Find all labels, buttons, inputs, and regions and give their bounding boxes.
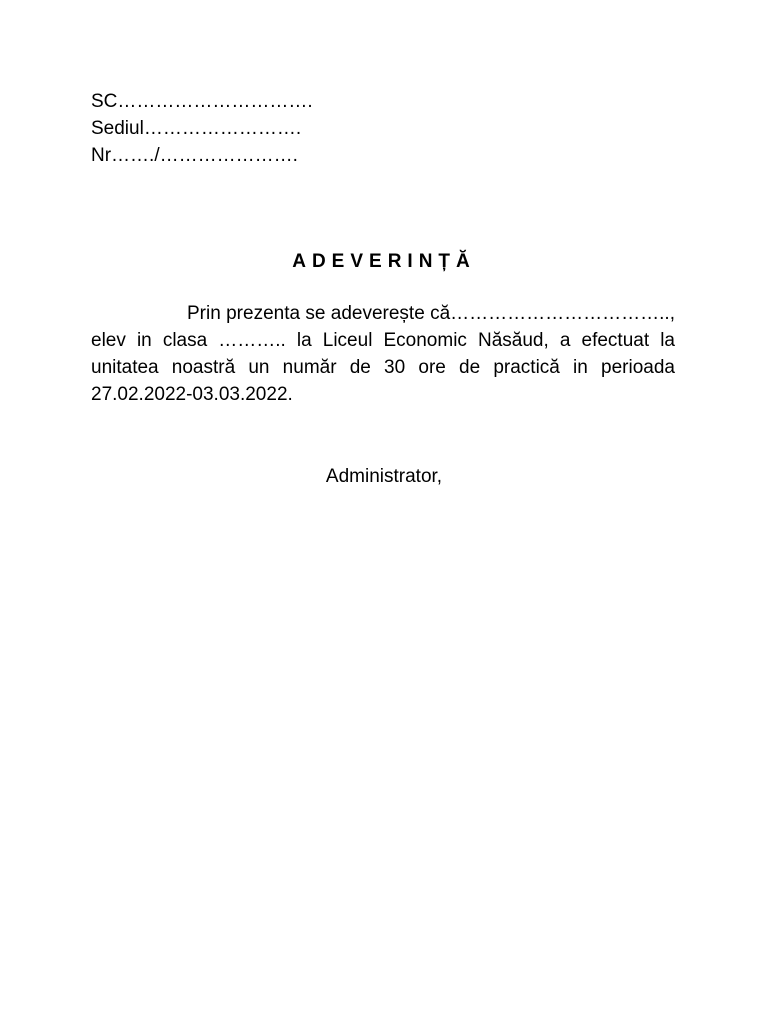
registration-number-line: Nr……./………………….: [91, 145, 298, 166]
signature-role: Administrator,: [325, 466, 443, 487]
certificate-paragraph: Prin prezenta se adeverește că…………………………….., elev in clasa ……….. la Liceul Economic Năsăud, a efectuat la unitatea noastră un număr de 30 ore de practică in perioada 27.02.2022-03.03.2022.: [91, 303, 675, 405]
company-line: SC………………………….: [91, 91, 313, 112]
headquarters-line: Sediul…………………….: [91, 118, 302, 139]
document-header: [91, 88, 313, 169]
document-title: ADEVERINȚĂ: [292, 251, 476, 272]
